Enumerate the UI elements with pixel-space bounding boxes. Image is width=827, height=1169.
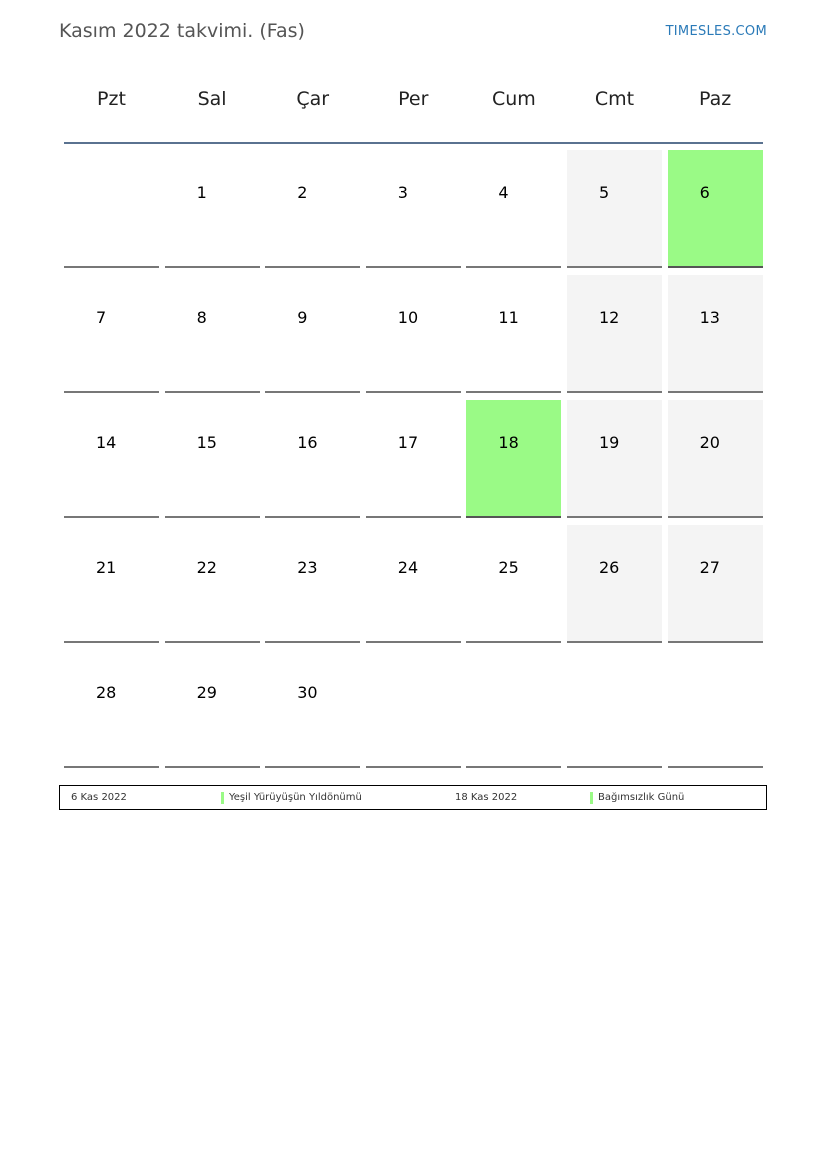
- holiday-legend: [59, 785, 767, 810]
- day-cell-19[interactable]: [567, 400, 662, 518]
- page-title: Kasım 2022 takvimi. (Fas): [59, 20, 305, 42]
- day-cell-6[interactable]: [668, 150, 763, 268]
- day-number: 24: [397, 558, 419, 577]
- weekday-header-row: [64, 88, 763, 120]
- day-cell-11[interactable]: [466, 275, 561, 393]
- day-number: 23: [297, 558, 318, 577]
- day-cell-16[interactable]: [265, 400, 360, 518]
- legend-date-1: 6 Kas 2022: [71, 792, 127, 803]
- day-number: 12: [599, 308, 620, 327]
- day-cell-14[interactable]: [64, 400, 159, 518]
- day-number: 16: [297, 433, 318, 452]
- weekday-tue: Sal: [197, 88, 227, 110]
- day-cell-23[interactable]: [265, 525, 360, 643]
- day-number: 19: [599, 433, 620, 452]
- day-number: 29: [196, 683, 217, 702]
- day-number: 2: [297, 183, 308, 202]
- day-number: 27: [699, 558, 720, 577]
- day-number: 20: [699, 433, 720, 452]
- day-number: 9: [297, 308, 308, 327]
- day-number: 8: [196, 308, 207, 327]
- day-number: 21: [96, 558, 117, 577]
- day-number: 6: [699, 183, 710, 202]
- legend-holiday-2: Bağımsızlık Günü: [598, 792, 685, 803]
- day-cell-28[interactable]: [64, 650, 159, 768]
- weekday-sun: Paz: [698, 88, 732, 110]
- day-cell-26[interactable]: [567, 525, 662, 643]
- day-cell-4[interactable]: [466, 150, 561, 268]
- day-cell-21[interactable]: [64, 525, 159, 643]
- empty-day-cell: [64, 150, 159, 268]
- weekday-fri: Cum: [491, 88, 536, 110]
- empty-day-cell: [366, 650, 461, 768]
- day-cell-24[interactable]: [366, 525, 461, 643]
- day-cell-10[interactable]: [366, 275, 461, 393]
- empty-day-cell: [466, 650, 561, 768]
- day-number: 11: [498, 308, 519, 327]
- day-cell-8[interactable]: [165, 275, 260, 393]
- header-divider: [64, 142, 763, 144]
- empty-day-cell: [668, 650, 763, 768]
- weekday-sat: Cmt: [594, 88, 635, 110]
- day-number: 7: [96, 308, 107, 327]
- day-cell-7[interactable]: [64, 275, 159, 393]
- day-number: 18: [498, 433, 519, 452]
- legend-swatch-1: [221, 792, 224, 804]
- day-cell-1[interactable]: [165, 150, 260, 268]
- day-number: 4: [498, 183, 509, 202]
- day-number: 25: [498, 558, 519, 577]
- day-cell-30[interactable]: [265, 650, 360, 768]
- day-number: 14: [96, 433, 117, 452]
- day-number: 10: [397, 308, 419, 327]
- empty-day-cell: [567, 650, 662, 768]
- day-number: 28: [96, 683, 117, 702]
- day-number: 17: [397, 433, 419, 452]
- weekday-thu: Per: [398, 88, 429, 110]
- day-number: 5: [599, 183, 610, 202]
- day-number: 26: [599, 558, 620, 577]
- brand-link[interactable]: TIMESLES.COM: [665, 24, 767, 39]
- day-cell-27[interactable]: [668, 525, 763, 643]
- day-cell-18[interactable]: [466, 400, 561, 518]
- legend-swatch-2: [590, 792, 593, 804]
- legend-holiday-1: Yeşil Yürüyüşün Yıldönümü: [229, 792, 362, 803]
- day-cell-12[interactable]: [567, 275, 662, 393]
- day-cell-3[interactable]: [366, 150, 461, 268]
- day-number: 15: [196, 433, 217, 452]
- day-cell-2[interactable]: [265, 150, 360, 268]
- day-number: 1: [196, 183, 207, 202]
- day-number: 22: [196, 558, 217, 577]
- day-cell-5[interactable]: [567, 150, 662, 268]
- day-cell-15[interactable]: [165, 400, 260, 518]
- weekday-wed: Çar: [296, 88, 330, 110]
- day-cell-17[interactable]: [366, 400, 461, 518]
- weekday-mon: Pzt: [97, 88, 126, 110]
- day-number: 3: [397, 183, 408, 202]
- day-number: 30: [297, 683, 318, 702]
- day-cell-22[interactable]: [165, 525, 260, 643]
- day-cell-13[interactable]: [668, 275, 763, 393]
- day-cell-9[interactable]: [265, 275, 360, 393]
- day-cell-29[interactable]: [165, 650, 260, 768]
- day-cell-25[interactable]: [466, 525, 561, 643]
- day-cell-20[interactable]: [668, 400, 763, 518]
- day-number: 13: [699, 308, 720, 327]
- legend-date-2: 18 Kas 2022: [455, 792, 518, 803]
